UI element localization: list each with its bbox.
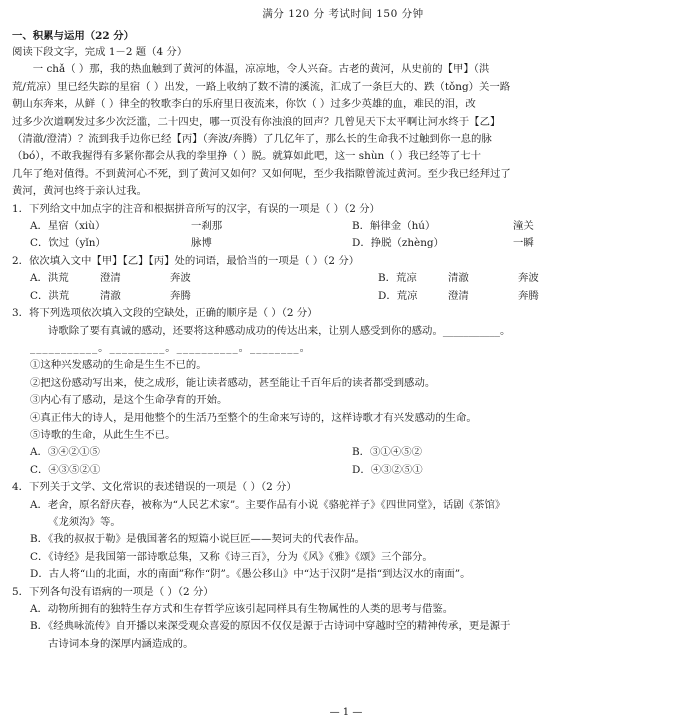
option-a-word3: 奔波 xyxy=(170,272,191,285)
option-d-word2: 澄清 xyxy=(448,289,469,302)
option-c[interactable]: C．饮过（yǐn） xyxy=(30,237,106,250)
option-b[interactable]: B．《我的叔叔于勒》是俄国著名的短篇小说巨匠——契诃夫的代表作品。 xyxy=(30,533,365,546)
option-b[interactable]: B．荒凉 xyxy=(378,272,417,285)
option-a[interactable]: A．星宿（xiù） xyxy=(30,220,106,233)
question-1-options xyxy=(12,218,674,253)
option-d[interactable]: D．挣脱（zhèng） xyxy=(352,237,444,250)
option-a[interactable]: A．洪荒 xyxy=(30,272,69,285)
option-b-continuation: 古诗词本身的深厚内涵造成的。 xyxy=(48,637,194,650)
option-c[interactable]: C．《诗经》是我国第一部诗歌总集，又称《诗三百》，分为《风》《雅》《颂》三个部分。 xyxy=(30,550,433,563)
option-c-word: 脉博 xyxy=(191,237,212,250)
question-5-stem: 5．下列各句没有语病的一项是（ ）（2 分） xyxy=(12,585,214,598)
passage-line: 过多少次道啊发过多少次泛滥，二十四史，哪一页没有你浊浪的回声？几曾见天下太平啊让河水终于【乙】 xyxy=(12,115,501,128)
option-b-word3: 奔波 xyxy=(518,272,539,285)
option-c[interactable]: C．④③⑤②① xyxy=(30,463,101,476)
option-d[interactable]: D．④③②⑤① xyxy=(352,463,423,476)
passage-line: 荒/荒凉）里已经失踪的星宿（ ）出发，一路上收纳了数不清的溪流，汇成了一条巨大的、跌（tǒng）关一路 xyxy=(12,80,511,93)
option-a-word2: 澄清 xyxy=(100,272,121,285)
reading-intro: 阅读下段文字，完成 1－2 题（4 分） xyxy=(12,46,188,58)
option-c-word3: 奔腾 xyxy=(170,289,191,302)
option-a[interactable]: A．③④②①⑤ xyxy=(30,446,100,459)
question-3-item: ②把这份感动写出来，使之成形，能让读者感动，甚至能让千百年后的读者都受到感动。 xyxy=(30,376,436,389)
option-a-word: 一刹那 xyxy=(191,220,223,233)
option-b[interactable]: B．③①④⑤② xyxy=(352,446,422,459)
question-3-lead: 诗歌除了要有真诚的感动，还要将这种感动成功的传达出来，让别人感受到你的感动。___________。 xyxy=(48,324,511,337)
question-4-stem: 4．下列关于文学、文化常识的表述错误的一项是（ ）（2 分） xyxy=(12,481,297,494)
option-d[interactable]: D．荒凉 xyxy=(378,289,418,302)
question-1-stem: 1．下列给文中加点字的注音和根据拼音所写的汉字，有误的一项是（ ）（2 分） xyxy=(12,202,380,215)
passage-line: （bó），不敢我握得有多紧你都会从我的拳里挣（ ）脱。就算如此吧，这一 shùn（ ）我已经等了七十 xyxy=(12,150,482,163)
question-2-options xyxy=(12,270,674,305)
option-c-word2: 清澈 xyxy=(100,289,121,302)
question-3-item: ④真正伟大的诗人，是用他整个的生活乃至整个的生命来写诗的，这样诗歌才有兴发感动的生命。 xyxy=(30,411,477,424)
question-3-options xyxy=(12,444,674,479)
option-c[interactable]: C．洪荒 xyxy=(30,289,70,302)
passage-line: 黄河，黄河也终于亲认过我。 xyxy=(12,185,148,198)
reading-passage xyxy=(12,61,674,200)
option-a-continuation: 《龙须沟》等。 xyxy=(48,515,121,528)
passage-line: 一 chǎ（ ）那，我的热血触到了黄河的体温，凉凉地，令人兴奋。古老的黄河，从史前的【甲】（洪 xyxy=(32,63,490,76)
option-d-word: 一瞬 xyxy=(513,237,534,250)
option-a[interactable]: A．动物所拥有的独特生存方式和生存哲学应该引起同样具有生物属性的人类的思考与借鉴。 xyxy=(30,603,454,615)
option-d[interactable]: D．古人将“山的北面，水的南面”称作“阴”。《愚公移山》中“达于汉阴”是指“到达汉水的南面”。 xyxy=(30,568,471,581)
passage-line: 朝山东奔来，从鲜（ ）律全的牧歌李白的乐府里日夜流来，你饮（ ）过多少英雄的血，难民的泪，改 xyxy=(12,98,476,111)
option-b[interactable]: B．斛律金（hú） xyxy=(352,220,436,233)
question-3-item: ⑤诗歌的生命，从此生生不已。 xyxy=(30,428,176,441)
page-number: — 1 — xyxy=(329,707,363,718)
question-3-stem: 3．将下列选项依次填入文段的空缺处，正确的顺序是（ ）（2 分） xyxy=(12,307,318,320)
section-title: 一、积累与运用（22 分） xyxy=(12,30,134,42)
option-b-word2: 清澈 xyxy=(448,272,469,285)
option-a[interactable]: A．老舍，原名舒庆春，被称为“人民艺术家”。主要作品有小说《骆驼祥子》《四世同堂》，话剧《茶馆》 xyxy=(30,498,506,511)
question-3-item: ①这种兴发感动的生命是生生不已的。 xyxy=(30,359,207,372)
passage-line: 几年了绝对值得。不到黄河心不死，到了黄河又如何？又如何呢，至少我指隙曾流过黄河。至少我已经拜过了 xyxy=(12,167,511,180)
option-d-word3: 奔腾 xyxy=(518,289,539,302)
question-3-item: ③内心有了感动，是这个生命孕育的开始。 xyxy=(30,394,228,407)
question-3-blanks: ___________。_________。__________。________。 xyxy=(30,341,311,354)
question-2-stem: 2．依次填入文中【甲】【乙】【丙】处的词语，最恰当的一项是（ ）（2 分） xyxy=(12,254,360,267)
passage-line: （清澈/澄清）？流到我手边你已经【丙】（奔波/奔腾）了几亿年了，那么长的生命我不过触到你一息的脉 xyxy=(12,133,492,146)
option-b[interactable]: B．《经典咏流传》自开播以来深受观众喜爱的原因不仅仅是源于古诗词中穿越时空的精神传承，更是源于 xyxy=(30,620,511,633)
option-b-word: 潼关 xyxy=(513,220,534,233)
exam-header: 满分 120 分 考试时间 150 分钟 xyxy=(262,8,424,20)
